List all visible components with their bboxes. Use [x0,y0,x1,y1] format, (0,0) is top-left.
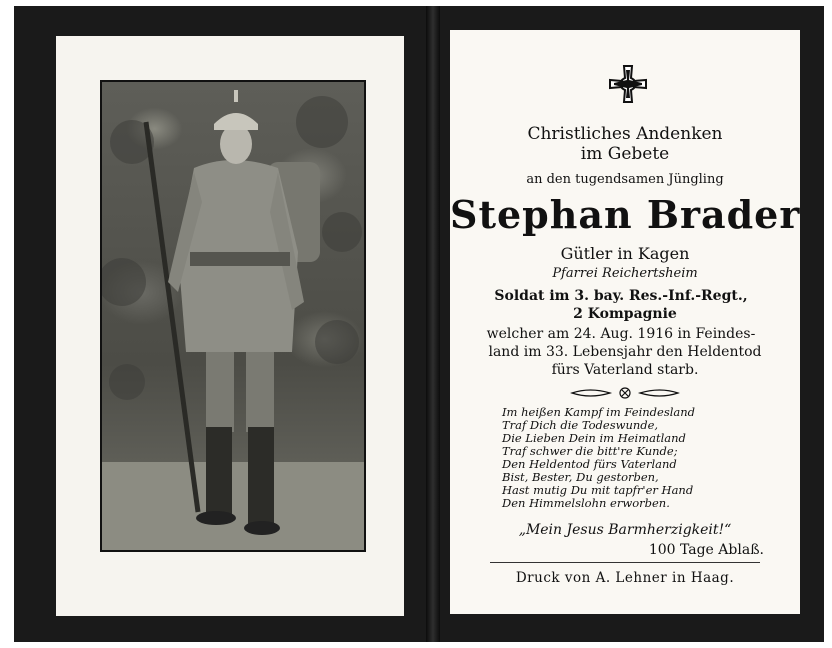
military-unit-line-1: Soldat im 3. bay. Res.-Inf.-Regt., [494,288,748,304]
card-fold [426,6,440,642]
soldier-figure [102,82,364,550]
memorial-poem [502,406,782,510]
ornamental-divider-icon [570,386,680,400]
parish: Pfarrei Reichertsheim [552,266,698,281]
military-unit-line-2: 2 Kompagnie [573,306,677,322]
poem-line: Traf schwer die bitt're Kunde; [502,444,678,458]
indulgence-note: 100 Tage Ablaß. [648,542,764,558]
left-panel [56,36,404,616]
memorial-card [14,6,824,642]
poem-line: Den Heldentod fürs Vaterland [502,457,677,471]
divider-line [490,562,760,563]
deceased-name: Stephan Brader [450,192,801,237]
iron-cross-icon [608,64,648,104]
death-line-3: fürs Vaterland starb. [551,362,699,378]
heading-line-3: an den tugendsamen Jüngling [526,172,724,187]
heading-line-2: im Gebete [580,144,670,164]
poem-line: Die Lieben Dein im Heimatland [502,431,686,445]
poem-line: Im heißen Kampf im Feindesland [502,405,696,419]
poem-line: Hast mutig Du mit tapfr'er Hand [502,483,694,497]
poem-line: Den Himmelslohn erworben. [502,496,670,510]
heading-line-1: Christliches Andenken [527,124,723,144]
death-line-2: land im 33. Lebensjahr den Heldentod [488,344,762,360]
poem-line: Bist, Bester, Du gestorben, [502,470,659,484]
printer-credit: Druck von A. Lehner in Haag. [515,570,735,586]
death-line-1: welcher am 24. Aug. 1916 in Feindes- [486,326,756,342]
poem-line: Traf Dich die Todeswunde, [502,418,659,432]
prayer-line: „Mein Jesus Barmherzigkeit!“ [518,522,732,538]
right-panel [450,30,800,614]
soldier-portrait [100,80,366,552]
occupation: Gütler in Kagen [560,244,690,263]
